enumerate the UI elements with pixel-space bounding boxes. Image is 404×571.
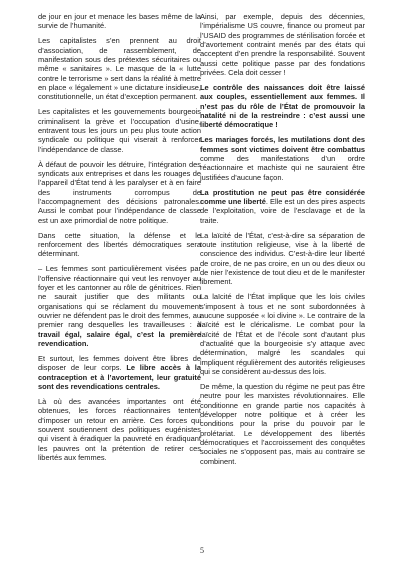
paragraph <box>200 83 365 130</box>
bold-text: Le contrôle des naissances doit être laissé aux couples, essentiellement aux femmes. Il n’est pas du rôle de l’État de promouvoir la natalité ni de la restreindre : c’est aussi une liberté démocratique ! <box>200 83 365 130</box>
text: comme des manifestations d’un ordre réactionnaire et machiste qui ne sauraient être justifiées d’aucune façon. <box>200 154 365 182</box>
text: . Elle est un des pires aspects de l’exploitation, voire de l’esclavage et de la traite. <box>200 196 366 225</box>
paragraph <box>38 354 201 391</box>
bold-text: Le libre accès à la contraception et à l’avortement, leur gratuité sont des revendications centrales. <box>38 363 201 391</box>
paragraph <box>38 107 201 154</box>
text: – Les femmes sont particulièrement visées par l’offensive réactionnaire qui veut les renvoyer au foyer et les cantonner au rôle de génitrices. Rien ne saurait justifier que des militants ou organisations qui se réclament du mouvement ouvrier ne défendent pas le droit des femmes, au premier rang desquelles les travailleuses : <box>38 264 201 330</box>
left-column <box>38 12 201 468</box>
paragraph <box>200 231 365 287</box>
text: De même, la question du régime ne peut pas être neutre pour les marxistes révolutionnaires. Elle conditionne en grande partie nos capacités à développer notre politique et à créer les conditions pour la prise du pouvoir par le prolétariat. Le développement des libertés démocratiques et l’accroissement des conquêtes sociales ne s’opposent pas, mais au contraire se combinent. <box>200 381 365 466</box>
paragraph <box>38 231 201 259</box>
paragraph <box>38 264 201 348</box>
right-column <box>200 12 365 472</box>
paragraph <box>38 36 201 101</box>
paragraph <box>200 188 365 225</box>
bold-text: à travail égal, salaire égal, c’est la première revendication. <box>38 320 201 348</box>
text: de jour en jour et menace les bases même de la survie de l’humanité. <box>38 12 201 31</box>
text: La laïcité de l’État, c’est-à-dire sa séparation de toute institution religieuse, vise à la liberté de conscience des individus. C’est-à-dire leur liberté de croire, de ne pas croire, en un ou des dieux ou de nier l’existence de tout dieu et de le manifester librement. <box>200 230 365 287</box>
text: Et surtout, les femmes doivent être libres de disposer de leur corps. <box>38 353 201 373</box>
text: Ainsi, par exemple, depuis des décennies, l’impérialisme US couvre, finance ou promeut par l’USAID des programmes de stérilisation forcée et d’avortement contraint menés par des états qui acceptent d’en prendre la responsabilité. Souvent aussi cette politique passe par des fondations privées. Cela doit cesser ! <box>200 12 365 78</box>
paragraph <box>38 160 201 225</box>
text: Les capitalistes s’en prennent au droit d’association, de rassemblement, de manifestation sous des prétextes sécuritaires ou même « sanitaires ». Le masque de la « lutte contre le terrorisme » sert dans la réalité à mettre en place « légalement » une dictature insidieuse, constitutionnelle, un état d’exception permanent. <box>38 36 201 102</box>
text: Dans cette situation, la défense et le renforcement des libertés démocratiques sera déterminant. <box>38 230 201 259</box>
paragraph <box>200 382 365 466</box>
paragraph <box>38 397 201 462</box>
paragraph <box>200 292 365 376</box>
page-number: 5 <box>200 546 204 555</box>
text: À défaut de pouvoir les détruire, l’intégration des syndicats aux entreprises et dans les rouages de l’appareil d’État tend à les paralyser et à en faire des instruments corrompus de l’accompagnement des décisions patronales. Aussi le combat pour l’indépendance de classe est un axe primordial de notre politique. <box>38 159 201 225</box>
paragraph <box>200 135 365 182</box>
text: La laïcité de l’État implique que les lois civiles s’imposent à tous et ne sont subordonnées à aucune supposée « loi divine ». Le contraire de la laïcité est le cléricalisme. Le combat pour la laïcité de l’État et de l’école sont d’autant plus d’actualité que la bourgeoisie s’y attaque avec détermination, malgré les scandales qui impliquent régulièrement des autorités religieuses qui se considèrent au-dessus des lois. <box>200 292 365 376</box>
paragraph <box>200 12 365 77</box>
bold-text: La prostitution ne peut pas être considérée comme une liberté <box>200 187 365 206</box>
text: Là où des avancées importantes ont été obtenues, les forces réactionnaires tentent d’imposer un retour en arrière. Ces forces qui souvent soutiennent des politiques eugénistes qui visent à éradiquer la pauvreté en éradiquant les pauvres ont la prétention de retirer ces libertés aux femmes. <box>38 396 201 462</box>
text: Les capitalistes et les gouvernements bourgeois criminalisent la grève et l’occupation d’usine, entravent tous les jours un peu plus toute action syndicale ou politique qui viserait à renforcer l’indépendance de classe. <box>38 107 201 154</box>
bold-text: Les mariages forcés, les mutilations dont des femmes sont victimes doivent être combattus <box>200 135 365 154</box>
paragraph <box>38 12 201 31</box>
